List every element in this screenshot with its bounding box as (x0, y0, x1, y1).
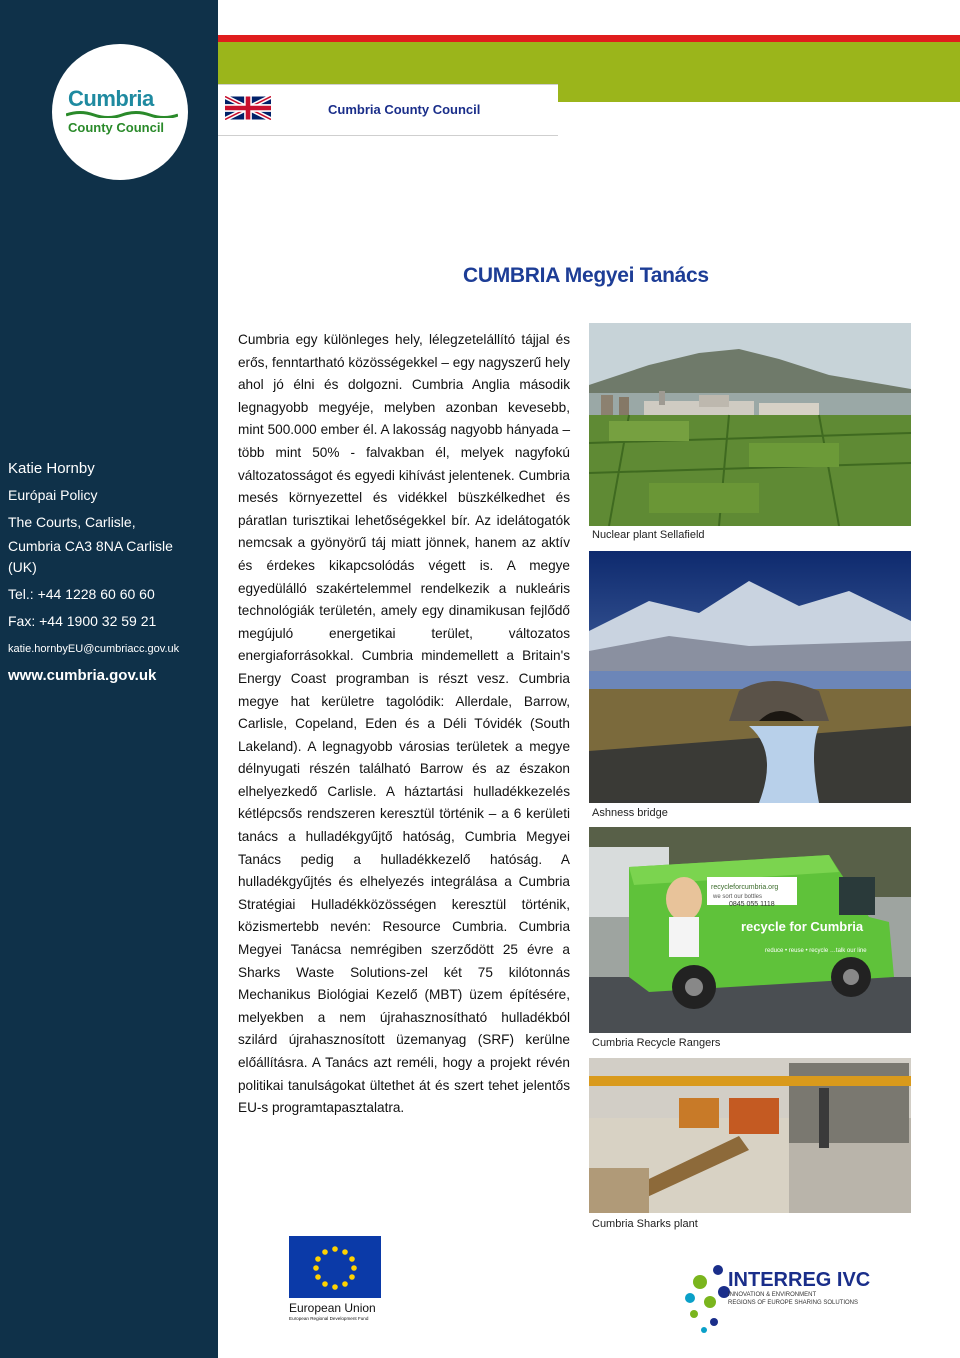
interreg-sub2: REGIONS OF EUROPE SHARING SOLUTIONS (728, 1300, 859, 1306)
caption-sharks-plant: Cumbria Sharks plant (592, 1218, 698, 1230)
header-red-stripe (218, 35, 960, 42)
contact-name: Katie Hornby (8, 460, 95, 477)
caption-recycle-rangers: Cumbria Recycle Rangers (592, 1037, 721, 1049)
body-paragraph: Cumbria egy különleges hely, lélegzetelállító tájjal és erős, fenntartható közösségekkel – egy nagyszerű hely ahol jó élni és dolgozni. Cumbria Anglia második legnagyobb megyéje, melyben azonban kevesebb, mint 500.000 ember él. A lakosság nagyobb hányada – több mint 50% - falvakban él, melyek nagyfokú változatosságot és egyedi kihívást jelentenek. Cumbria mesés környezettel és vidékkel büszkélkedhet és páratlan turisztikai lehetőségekkel bír. Az idelátogatók nemcsak a gyönyörű táj miatt jönnek, hanem az aktív és érdekes kikapcsolódás végett is. A megye egyedülálló szakértelemmel rendelkezik a nukleáris technológiák területén, amely egy dinamikusan fejlődő megújuló energetikai terület, változatos energiaforrásokkal. Cumbria mindemellett a Britain's Energy Coast programban is részt vesz. Cumbria megye hat kerületre tagolódik: Allerdale, Barrow, Carlisle, Copeland, Eden és a Déli Tóvidék (South Lakeland). A legnagyobb városias területek a megye délnyugati részén található Barrow és az északon elhelyezkedő Carlisle. A háztartási hulladékkezelés kétlépcsős rendszeren keresztül történik – a 6 kerületi tanács a hulladékgyűjtő hatóság, Cumbria Megyei Tanács pedig a hulladékkezelő hatóság. A hulladékgyűjtés és elhelyezés integrálása a Cumbria Stratégiai Hulladékközösségen keresztül történik, közismertebb nevén: Resource Cumbria. Cumbria Megyei Tanácsa nemrégiben szerződött 25 évre a Sharks Waste Solutions-zel két 75 kilótonnás Mechanikus Biológiai Kezelő (MBT) üzem építésére, melyekben a nem újrahasznosítható hulladékból szilárd újrahasznosított üzemanyag (SRF) kerülne előállításra. A Tanács azt reméli, hogy a projekt révén politikai tanulságokat ültethet át és szert tehet jelentős EU-s programtapasztalatra. (238, 332, 570, 1116)
contact-address-line-3: (UK) (8, 559, 37, 575)
caption-sellafield: Nuclear plant Sellafield (592, 529, 705, 541)
contact-fax: Fax: +44 1900 32 59 21 (8, 613, 157, 629)
interreg-name: INTERREG IVC (728, 1269, 871, 1291)
van-brand-text: recycle for Cumbria (741, 919, 864, 934)
contact-role: Európai Policy (8, 487, 98, 503)
interreg-sub1: INNOVATION & ENVIRONMENT (728, 1292, 817, 1298)
contact-website-link[interactable]: www.cumbria.gov.uk (8, 667, 157, 684)
eu-logo-line1: European Union (289, 1301, 376, 1315)
contact-address-line-2: Cumbria CA3 8NA Carlisle (8, 538, 173, 554)
photo-sellafield (589, 323, 911, 526)
contact-tel: Tel.: +44 1228 60 60 60 (8, 586, 155, 602)
logo-wordmark-bottom: County Council (68, 120, 165, 135)
photo-sharks-plant (589, 1058, 911, 1213)
cumbria-logo (62, 82, 178, 142)
eu-flag-logo (287, 1236, 383, 1348)
caption-ashness-bridge: Ashness bridge (592, 807, 668, 819)
van-tagline-text: reduce • reuse • recycle …talk our line (765, 948, 867, 954)
photo-recycle-van (589, 827, 911, 1033)
contact-address-line-1: The Courts, Carlisle, (8, 514, 136, 530)
eu-logo-line2: European Regional Development Fund (289, 1316, 369, 1321)
van-phone-text: 0845 055 1118 (729, 901, 775, 908)
logo-wave-icon (66, 110, 178, 118)
van-slogan-text: we sort our bottles (713, 894, 763, 900)
van-website-text: recycleforcumbria.org (711, 884, 779, 891)
uk-flag-icon (225, 96, 271, 120)
council-name: Cumbria County Council (328, 102, 481, 117)
photo-ashness-bridge (589, 551, 911, 803)
page-title: CUMBRIA Megyei Tanács (463, 264, 709, 287)
logo-wordmark-top: Cumbria (68, 86, 154, 111)
interreg-logo (680, 1252, 920, 1338)
contact-email-link[interactable]: katie.hornbyEU@cumbriacc.gov.uk (8, 643, 180, 655)
